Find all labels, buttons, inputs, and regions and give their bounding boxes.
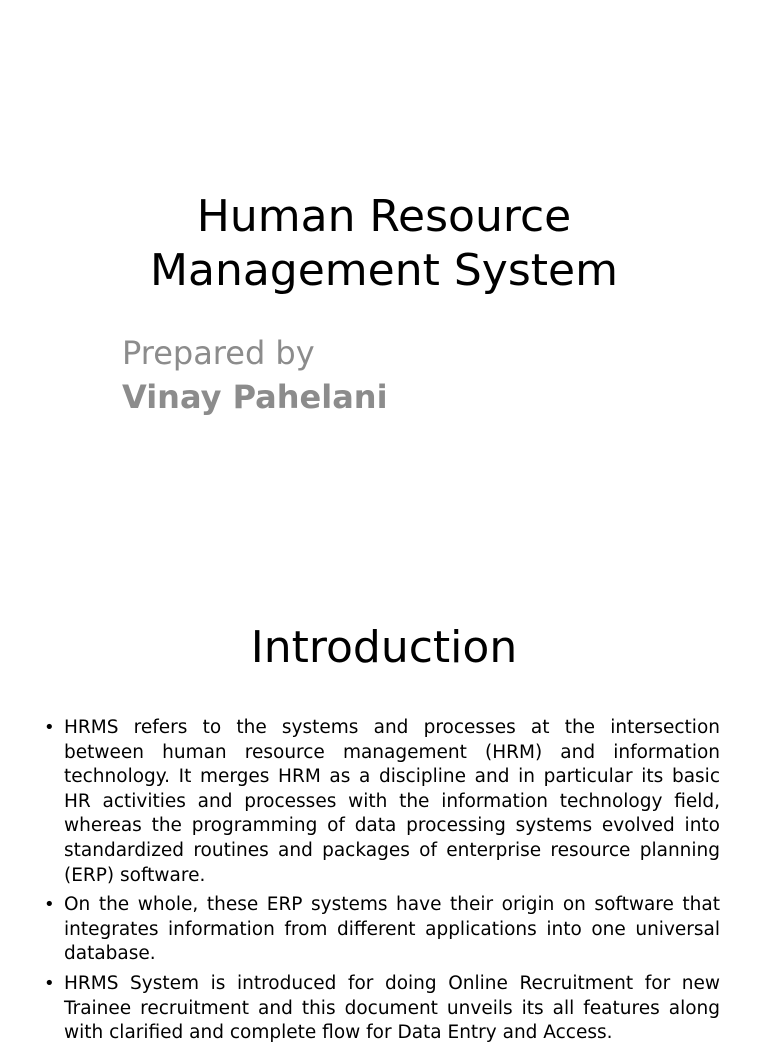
author-name: Vinay Pahelani [122, 378, 388, 416]
list-item [44, 893, 720, 967]
introduction-slide [0, 576, 768, 1044]
introduction-title: Introduction [250, 622, 518, 673]
title-line-2: Management System [150, 245, 618, 296]
presentation-title [40, 190, 728, 298]
subtitle-block [122, 332, 682, 420]
list-item [44, 972, 720, 1046]
bullet-text: HRMS System is introduced for doing Online Recruitment for new Trainee recruitment and this document unveils its all features along with clarified and complete flow for Data Entry and Access. [64, 972, 720, 1044]
bullet-icon: • [44, 894, 55, 916]
bullet-text: HRMS refers to the systems and processes at the intersection between human resource management (HRM) and information technology. It merges HRM as a discipline and in particular its basic HR activities and processes with the information technology field, whereas the programming of data processing systems evolved into standardized routines and packages of enterprise resource planning (ERP) software. [64, 717, 720, 886]
bullet-list [44, 716, 720, 1051]
bullet-text: On the whole, these ERP systems have their origin on software that integrates information from different applications into one universal database. [64, 894, 720, 965]
title-line-1: Human Resource [196, 191, 572, 242]
bullet-icon: • [44, 972, 55, 994]
prepared-by-label: Prepared by [122, 334, 315, 372]
bullet-icon: • [44, 717, 55, 738]
list-item [44, 716, 720, 888]
